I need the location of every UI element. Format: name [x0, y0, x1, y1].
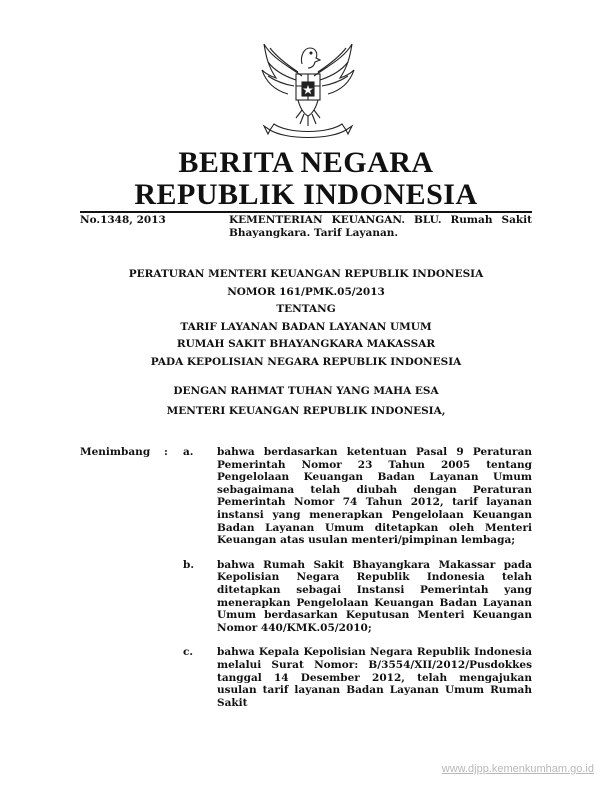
footer-website-link[interactable]: www.djpp.kemenkumham.go.id: [441, 763, 594, 775]
item-text: bahwa Kepala Kepolisian Negara Republik Indonesia melalui Surat Nomor: B/3554/XII/2012/Pusdokkes tanggal 14 Desember 2012, telah mengajukan usulan tarif layanan Badan Layanan Umum Rumah Sakit: [217, 646, 532, 709]
regulation-title: [0, 266, 612, 371]
item-letter: c.: [183, 646, 194, 659]
regulation-about: TENTANG: [276, 303, 336, 315]
considerations-colon: :: [164, 446, 168, 458]
consideration-item: [183, 559, 532, 635]
item-text: bahwa Rumah Sakit Bhayangkara Makassar pada Kepolisian Negara Republik Indonesia telah ditetapkan sebagai Instansi Pemerintah yang menerapkan Pengelolaan Keuangan Badan Layanan Umum berdasarkan Keputusan Menteri Keuangan Nomor 440/KMK.05/2010;: [217, 558, 532, 634]
opening-line: DENGAN RAHMAT TUHAN YANG MAHA ESA: [173, 385, 439, 397]
opening-line: MENTERI KEUANGAN REPUBLIK INDONESIA,: [166, 405, 446, 417]
opening-clause: [0, 381, 612, 421]
item-letter: b.: [183, 558, 194, 571]
regulation-subject-line: RUMAH SAKIT BHAYANGKARA MAKASSAR: [176, 338, 436, 350]
masthead-title: BERITA NEGARA: [178, 146, 434, 179]
regulation-subject-line: PADA KEPOLISIAN NEGARA REPUBLIK INDONESIA: [150, 355, 462, 368]
consideration-item: [183, 646, 532, 709]
gazette-number: No.1348, 2013: [80, 214, 166, 226]
item-letter: a.: [183, 446, 194, 458]
gazette-description: KEMENTERIAN KEUANGAN. BLU. Rumah Sakit Bhayangkara. Tarif Layanan.: [229, 214, 532, 239]
masthead-subtitle: REPUBLIK INDONESIA: [134, 178, 478, 211]
regulation-number: NOMOR 161/PMK.05/2013: [227, 285, 385, 298]
regulation-title-line: PERATURAN MENTERI KEUANGAN REPUBLIK INDONESIA: [128, 268, 484, 280]
garuda-emblem-icon: [258, 36, 358, 144]
item-text: bahwa berdasarkan ketentuan Pasal 9 Peraturan Pemerintah Nomor 23 Tahun 2005 tentang Pengelolaan Keuangan Badan Layanan Umum sebagaimana telah diubah dengan Peraturan Pemerintah Nomor 74 Tahun 2012, tarif layanan instansi yang menerapkan Pengelolaan Keuangan Badan Layanan Umum ditetapkan oleh Menteri Keuangan atas usulan menteri/pimpinan lembaga;: [217, 446, 532, 547]
consideration-item: [183, 446, 532, 547]
considerations-section: [80, 446, 532, 721]
header-divider: [80, 211, 532, 213]
regulation-subject-line: TARIF LAYANAN BADAN LAYANAN UMUM: [180, 320, 432, 333]
considerations-label: Menimbang: [80, 446, 151, 458]
